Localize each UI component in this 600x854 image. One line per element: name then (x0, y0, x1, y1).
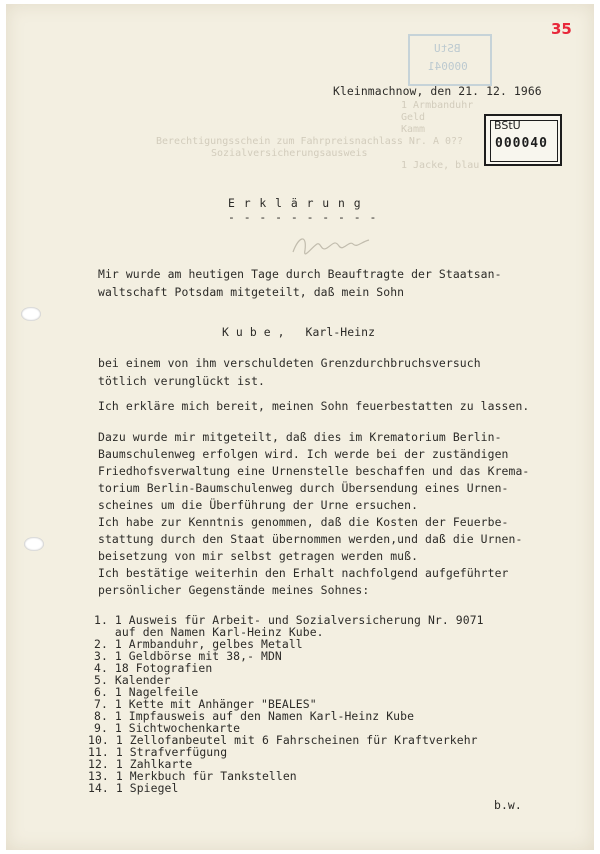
list-item: 4. 18 Fotografien (94, 661, 213, 675)
signature-showthrough (291, 230, 371, 264)
archive-stamp (484, 114, 562, 166)
list-item: 14. 1 Spiegel (88, 781, 179, 795)
punch-hole (24, 537, 44, 551)
stamp-number: 000040 (495, 136, 548, 151)
details-line: scheines um die Überführung der Urne ersuchen. (98, 498, 419, 512)
showthrough-line: 1 Jacke, blau (401, 160, 480, 171)
title-underline: - - - - - - - - - - (228, 210, 378, 224)
list-item: 10. 1 Zellofanbeutel mit 6 Fahrscheinen für Kraftverkehr (88, 733, 478, 747)
document-page (6, 4, 594, 850)
details-line: Ich habe zur Kenntnis genommen, daß die Kosten der Feuerbe- (98, 515, 509, 529)
list-item: 9. 1 Sichtwochenkarte (94, 721, 241, 735)
list-item: 8. 1 Impfausweis auf den Namen Karl-Heinz Kube (94, 709, 415, 723)
stamp-label: BStU (494, 119, 521, 132)
list-item: 2. 1 Armbanduhr, gelbes Metall (94, 637, 303, 651)
details-line: Baumschulenweg erfolgen wird. Ich werde bei der zuständigen (98, 447, 509, 461)
list-item: 5. Kalender (94, 673, 171, 687)
intro-line: waltschaft Potsdam mitgeteilt, daß mein Sohn (98, 285, 405, 299)
document-title: E r k l ä r u n g (228, 196, 362, 210)
showthrough-line: 1 Armbanduhr (401, 100, 474, 111)
ghost-stamp-number: 000041 (428, 60, 468, 73)
showthrough-line: Kamm (401, 124, 426, 135)
ghost-stamp-label: BStU (434, 42, 461, 55)
place-date: Kleinmachnow, den 21. 12. 1966 (333, 84, 542, 98)
list-item: 7. 1 Kette mit Anhänger "BEALES" (94, 697, 317, 711)
list-item: 1. 1 Ausweis für Arbeit- und Sozialversicherung Nr. 9071 (94, 613, 484, 627)
punch-hole (21, 307, 41, 321)
son-name: K u b e , Karl-Heinz (222, 325, 376, 339)
list-item: 12. 1 Zahlkarte (88, 757, 193, 771)
page-number: 35 (551, 20, 572, 38)
intro-line: Mir wurde am heutigen Tage durch Beauftragte der Staatsan- (98, 267, 502, 281)
details-line: Ich bestätige weiterhin den Erhalt nachfolgend aufgeführter (98, 566, 509, 580)
list-item: 13. 1 Merkbuch für Tankstellen (88, 769, 297, 783)
list-item: auf den Namen Karl-Heinz Kube. (94, 625, 324, 639)
list-item: 6. 1 Nagelfeile (94, 685, 199, 699)
archive-stamp-showthrough (408, 34, 492, 86)
turn-over-note: b.w. (494, 798, 522, 812)
list-item: 3. 1 Geldbörse mit 38,- MDN (94, 649, 282, 663)
details-line: beisetzung von mir selbst getragen werden muß. (98, 549, 419, 563)
details-line: Friedhofsverwaltung eine Urnenstelle beschaffen und das Krema- (98, 464, 530, 478)
showthrough-line: Berechtigungsschein zum Fahrpreisnachlass Nr. A 0?? (156, 136, 464, 147)
accident-line: tötlich verunglückt ist. (98, 374, 265, 388)
details-line: torium Berlin-Baumschulenweg durch Übersendung eines Urnen- (98, 481, 509, 495)
list-item: 11. 1 Strafverfügung (88, 745, 228, 759)
showthrough-line: Sozialversicherungsausweis (211, 148, 368, 159)
details-line: persönlicher Gegenstände meines Sohnes: (98, 583, 370, 597)
details-line: Dazu wurde mir mitgeteilt, daß dies im Krematorium Berlin- (98, 430, 502, 444)
details-line: stattung durch den Staat übernommen werden,und daß die Urnen- (98, 532, 523, 546)
consent-statement: Ich erkläre mich bereit, meinen Sohn feuerbestatten zu lassen. (98, 399, 530, 413)
showthrough-line: Geld (401, 112, 426, 123)
accident-line: bei einem von ihm verschuldeten Grenzdurchbruchsversuch (98, 356, 481, 370)
